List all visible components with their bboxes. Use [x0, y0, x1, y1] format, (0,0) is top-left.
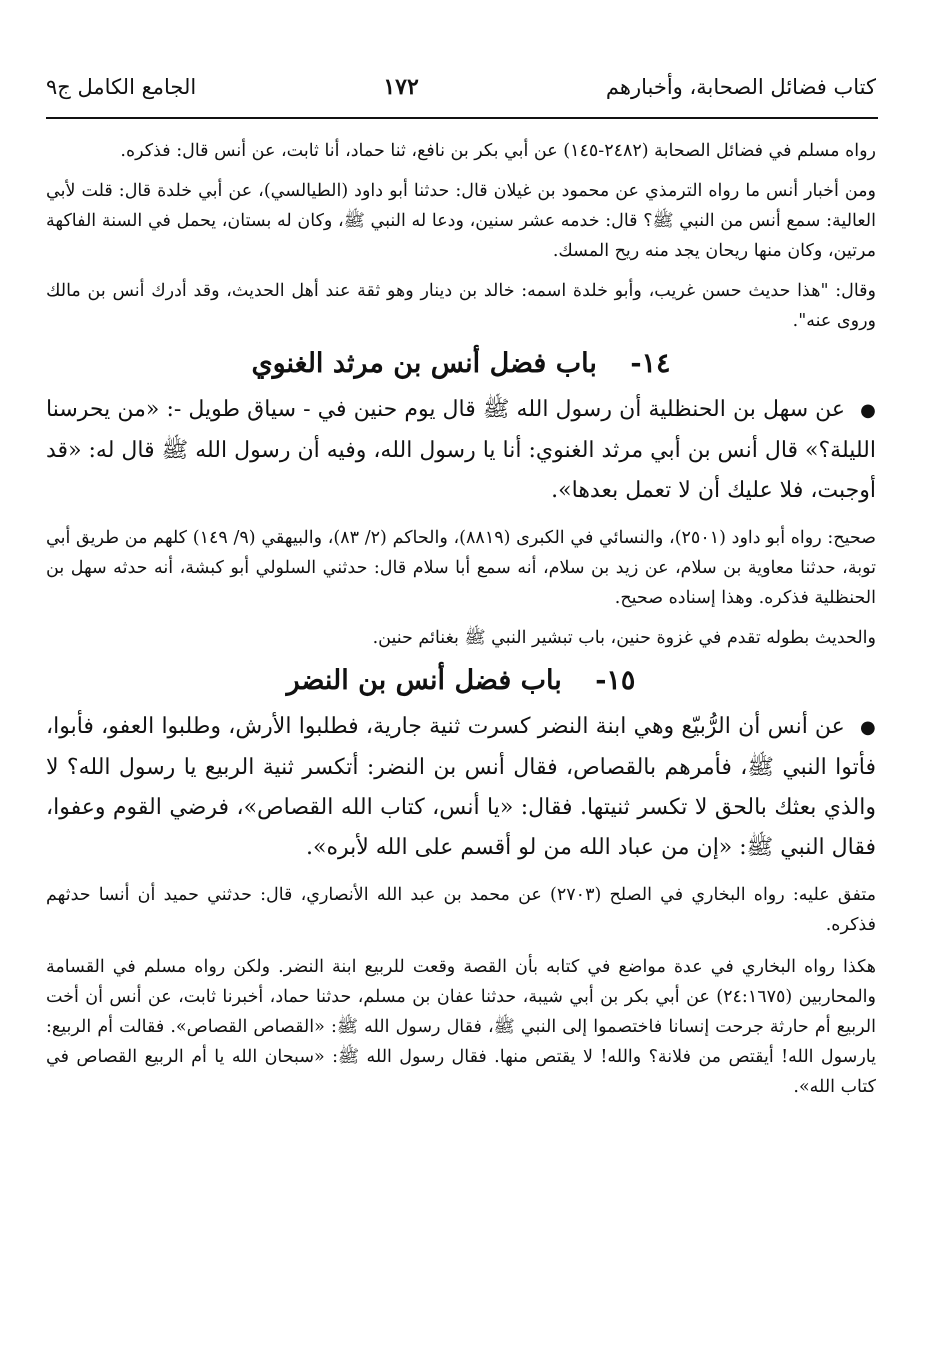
- section-number: ١٥-: [595, 665, 636, 696]
- bullet-icon: ●: [860, 400, 876, 421]
- header-rule: [46, 117, 878, 119]
- takhrij-note: صحيح: رواه أبو داود (٢٥٠١)، والنسائي في الكبرى (٨٨١٩)، والحاكم (٢/ ٨٣)، والبيهقي (٩/ ١٤٩) كلهم من طريق أبي توبة، حدثنا معاوية بن سلام، عن زيد بن سلام، أنه سمع أبا سلام قال: حدثني السلولي أبو كبشة، أنه حدثه سهل بن الحنظلية فذكره. وهذا إسناده صحيح.: [46, 528, 877, 608]
- book-title: الجامع الكامل ج٩: [46, 75, 197, 99]
- section-heading-14: [46, 342, 876, 386]
- section-number: ١٤-: [630, 348, 671, 379]
- hadith-text: [46, 707, 876, 868]
- hadith-body: عن سهل بن الحنظلية أن رسول الله ﷺ قال يوم حنين في - سياق طويل -: «من يحرسنا الليلة؟» قال أنس بن أبي مرثد الغنوي: أنا يا رسول الله، وفيه أن رسول الله ﷺ قال له: «قد أوجبت، فلا عليك أن لا تعمل بعدها».: [46, 397, 876, 503]
- page-number: ١٧٢: [383, 74, 419, 100]
- section-title: باب فضل أنس بن مرثد الغنوي: [251, 348, 597, 379]
- takhrij-note: هكذا رواه البخاري في عدة مواضع في كتابه بأن القصة وقعت للربيع ابنة النضر. ولكن رواه مسلم في القسامة والمحاربين (٢٤:١٦٧٥) عن أبي بكر بن أبي شيبة، حدثنا عفان بن مسلم، حدثنا حماد، أخبرنا ثابت، عن أنس أن أخت الربيع أم حارثة جرحت إنسانا فاختصموا إلى النبي ﷺ، فقال رسول الله ﷺ: «القصاص القصاص». فقالت أم الربيع: يارسول الله! أيقتص من فلانة؟ والله! لا يقتص منها. فقال رسول الله ﷺ: «سبحان الله يا أم الربيع القصاص في كتاب الله».: [46, 957, 876, 1097]
- page-body: [46, 136, 876, 1102]
- takhrij-note: متفق عليه: رواه البخاري في الصلح (٢٧٠٣) عن محمد بن عبد الله الأنصاري، قال: حدثني حميد أن أنسا حدثهم فذكره.: [46, 885, 876, 935]
- hadith-text: [46, 390, 876, 511]
- paragraph-muslim-narration: رواه مسلم في فضائل الصحابة (٢٤٨٢-١٤٥) عن أبي بكر بن نافع، ثنا حماد، أنا ثابت، عن أنس قال: فذكره.: [120, 141, 876, 161]
- hadith-body: عن أنس أن الرُّبيّع وهي ابنة النضر كسرت ثنية جارية، فطلبوا الأرش، وطلبوا العفو، فأبوا، فأتوا النبي ﷺ، فأمرهم بالقصاص، فقال أنس بن النضر: أتكسر ثنية الربيع يا رسول الله؟ لا والذي بعثك بالحق لا تكسر ثنيتها. فقال: «يا أنس، كتاب الله القصاص»، فرضي القوم وعفوا، فقال النبي ﷺ: «إن من عباد الله من لو أقسم على الله لأبره».: [46, 714, 876, 860]
- paragraph-tirmidhi-narration: ومن أخبار أنس ما رواه الترمذي عن محمود بن غيلان قال: حدثنا أبو داود (الطيالسي)، عن أبي خلدة قال: قلت لأبي العالية: سمع أنس من النبي ﷺ؟ قال: خدمه عشر سنين، ودعا له النبي ﷺ، وكان له بستان، يحمل في السنة الفاكهة مرتين، وكان منها ريحان يجد منه ريح المسك.: [46, 181, 876, 261]
- bullet-icon: ●: [860, 717, 876, 738]
- page-header: [46, 70, 876, 104]
- chapter-title: كتاب فضائل الصحابة، وأخبارهم: [605, 75, 876, 99]
- paragraph-tirmidhi-comment: وقال: "هذا حديث حسن غريب، وأبو خلدة اسمه: خالد بن دينار وهو ثقة عند أهل الحديث، وقد أدرك أنس بن مالك وروى عنه".: [46, 281, 876, 331]
- section-title: باب فضل أنس بن النضر: [286, 665, 562, 696]
- takhrij-note: والحديث بطوله تقدم في غزوة حنين، باب تبشير النبي ﷺ بغنائم حنين.: [372, 628, 876, 648]
- section-heading-15: [46, 659, 876, 703]
